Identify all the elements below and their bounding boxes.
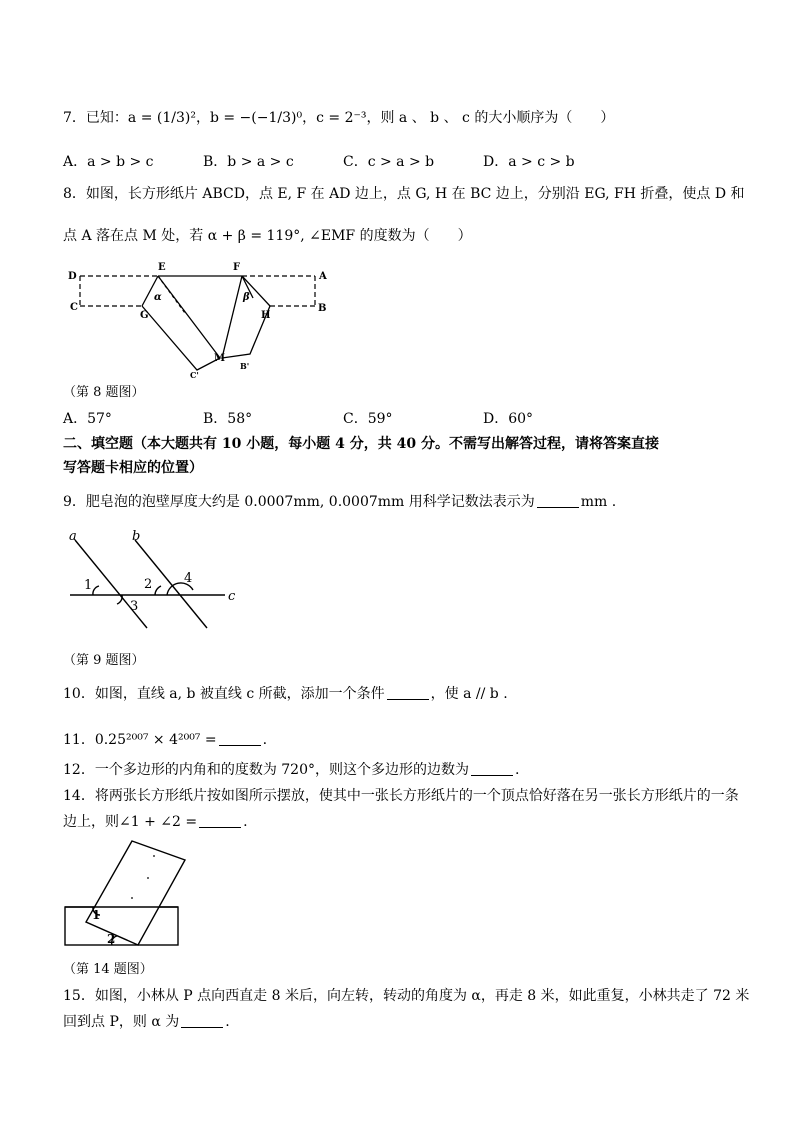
q8-label-A: A (319, 271, 327, 282)
q7-option-d[interactable]: D．a > c > b (483, 154, 575, 170)
q12-answer-blank[interactable] (471, 761, 513, 776)
q9-caption: （第 9 题图） (63, 653, 145, 668)
q8-label-B: B (318, 303, 327, 314)
question-15-line2 (63, 1012, 230, 1032)
q14-tail: . (243, 814, 248, 830)
q8-label-G: G (140, 310, 149, 321)
q7-tail: ，则 a 、 b 、 c 的大小顺序为（ ） (366, 110, 615, 126)
q9-unit: mm . (580, 494, 617, 510)
q7-option-b[interactable]: B．b > a > c (203, 154, 294, 170)
q9-label-1: 1 (84, 578, 93, 593)
q14-label-2: 2 (107, 932, 116, 946)
q8-label-D: D (68, 271, 77, 282)
q8-label-M: M (214, 353, 226, 364)
question-8-line2: 点 A 落在点 M 处，若 α + β = 119°, ∠EMF 的度数为（ ） (63, 228, 472, 244)
q7-expr-c: ，c = 2⁻³ (302, 110, 367, 126)
section-2-heading-line2: 写答题卡相应的位置） (63, 460, 203, 476)
q8-label-E: E (158, 262, 166, 273)
q15-text: 回到点 P，则 α 为 (63, 1014, 180, 1030)
q9-text: 9．肥皂泡的泡壁厚度大约是 0.0007mm, 0.0007mm 用科学记数法表示为 (63, 494, 535, 510)
question-7 (63, 108, 614, 128)
q8-caption: （第 8 题图） (63, 385, 145, 400)
q9-label-2: 2 (144, 577, 153, 592)
q10-answer-blank[interactable] (387, 685, 429, 700)
q9-answer-blank[interactable] (537, 493, 579, 508)
q8-option-b[interactable]: B．58° (203, 411, 253, 427)
q12-text: 12．一个多边形的内角和的度数为 720°，则这个多边形的边数为 (63, 762, 469, 778)
q9-figure (60, 528, 240, 638)
question-14-line1: 14．将两张长方形纸片按如图所示摆放，使其中一张长方形纸片的一个顶点恰好落在另一张长方形纸片的一条 (63, 788, 739, 804)
q8-label-H: H (261, 310, 271, 321)
q7-expr-a: a = (1/3)² (127, 110, 196, 126)
q8-label-C: C (70, 302, 78, 313)
section-2-heading-line1: 二、填空题（本大题共有 10 小题，每小题 4 分，共 40 分。不需写出解答过程，请将答案直接 (63, 436, 659, 452)
q14-figure (62, 838, 192, 950)
q14-text: 边上，则∠1 + ∠2 = (63, 814, 198, 830)
q14-answer-blank[interactable] (199, 813, 241, 828)
q8-label-Cprime: C' (190, 370, 199, 380)
q8-label-alpha: α (154, 292, 162, 303)
q8-option-c[interactable]: C．59° (343, 411, 393, 427)
question-11 (63, 730, 267, 750)
question-8-line1: 8．如图，长方形纸片 ABCD，点 E, F 在 AD 边上，点 G, H 在 BC 边上，分别沿 EG, FH 折叠，使点 D 和 (63, 186, 745, 202)
question-9 (63, 492, 616, 512)
q9-label-b: b (132, 529, 141, 544)
q8-label-beta: β (243, 292, 250, 303)
q8-label-F: F (233, 262, 241, 273)
q9-label-4: 4 (184, 571, 193, 586)
q9-label-c: c (228, 589, 236, 604)
question-14-line2 (63, 812, 248, 832)
q10-text: 10．如图，直线 a, b 被直线 c 所截，添加一个条件 (63, 686, 385, 702)
q7-option-a[interactable]: A．a > b > c (63, 154, 154, 170)
q15-tail: . (225, 1014, 230, 1030)
q11-text: 11．0.25²⁰⁰⁷ × 4²⁰⁰⁷ = (63, 732, 217, 748)
q8-option-d[interactable]: D．60° (483, 411, 534, 427)
q8-option-a[interactable]: A．57° (63, 411, 112, 427)
q11-answer-blank[interactable] (219, 731, 261, 746)
q7-option-c[interactable]: C．c > a > b (343, 154, 435, 170)
q12-tail: . (515, 762, 520, 778)
q8-figure (60, 258, 340, 383)
question-15-line1: 15．如图，小林从 P 点向西直走 8 米后，向左转，转动的角度为 α，再走 8 米，如此重复，小林共走了 72 米 (63, 988, 750, 1004)
q9-label-a: a (69, 529, 77, 544)
q7-prefix: 7．已知： (63, 110, 128, 126)
q15-answer-blank[interactable] (181, 1013, 223, 1028)
question-10 (63, 684, 508, 704)
q14-caption: （第 14 题图） (63, 962, 153, 977)
q9-label-3: 3 (130, 599, 139, 614)
q11-tail: . (262, 732, 268, 748)
q14-label-1: 1 (92, 908, 101, 922)
q10-tail: ，使 a // b . (430, 686, 508, 702)
q8-label-Bprime: B' (240, 361, 250, 371)
q7-expr-b: ，b = −(−1/3)⁰ (195, 110, 303, 126)
question-12 (63, 760, 519, 780)
